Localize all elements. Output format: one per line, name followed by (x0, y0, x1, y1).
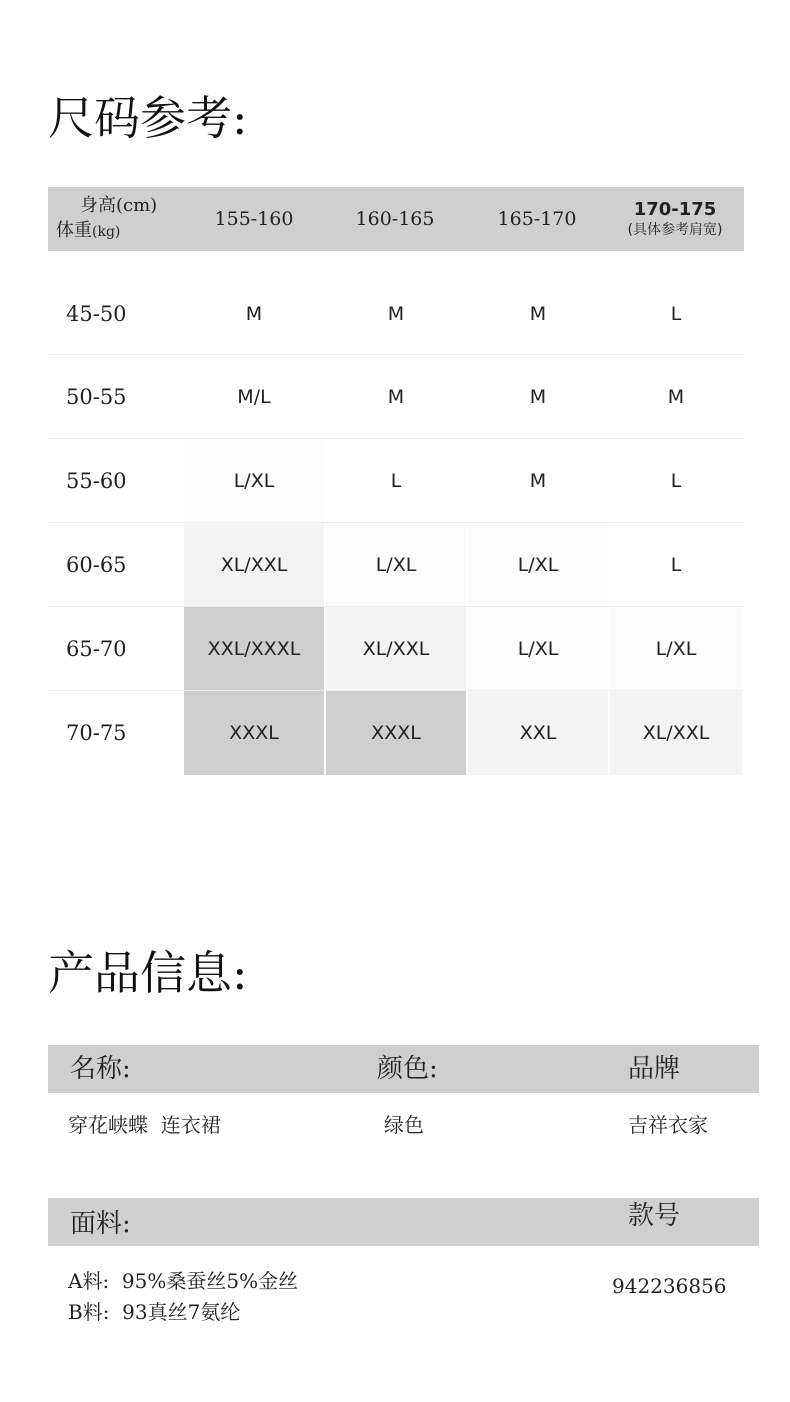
table-row (48, 439, 744, 523)
size-cell: L (610, 439, 742, 522)
size-cell: L/XL (326, 523, 466, 606)
size-cell: XL/XXL (326, 607, 466, 690)
table-row (48, 355, 744, 439)
size-cell: L/XL (468, 523, 608, 606)
weight-cell: 60-65 (66, 552, 127, 577)
header-height-col-1: 155-160 (214, 208, 294, 230)
table-row (48, 607, 744, 691)
size-chart-title: 尺码参考: (48, 91, 248, 145)
size-cell: L (610, 273, 742, 354)
size-cell: XXL (468, 691, 608, 775)
size-chart-body (48, 273, 744, 775)
size-cell: M (326, 273, 466, 354)
color-label: 颜色: (377, 1054, 438, 1084)
size-cell: M (468, 273, 608, 354)
brand-label: 品牌 (628, 1054, 681, 1084)
size-cell: XL/XXL (610, 691, 742, 775)
size-cell: XL/XXL (184, 523, 324, 606)
style-number-value: 942236856 (612, 1274, 727, 1298)
color-value: 绿色 (384, 1113, 424, 1137)
table-row (48, 273, 744, 355)
header-height-col-2: 160-165 (355, 208, 435, 230)
fabric-label: 面料: (70, 1209, 131, 1239)
header-height-col-4-range: 170-175 (633, 199, 717, 220)
weight-cell: 55-60 (66, 468, 127, 493)
size-cell: XXXL (184, 691, 324, 775)
size-cell: L (326, 439, 466, 522)
header-corner-cell (48, 193, 184, 245)
name-value: 穿花峡蝶 连衣裙 (68, 1113, 221, 1137)
size-cell: M (184, 273, 324, 354)
weight-cell: 65-70 (66, 636, 127, 661)
size-cell: M (468, 355, 608, 438)
product-info-title: 产品信息: (48, 946, 248, 1000)
style-number-label: 款号 (628, 1201, 681, 1231)
brand-value: 吉祥衣家 (628, 1113, 708, 1137)
size-cell: M (468, 439, 608, 522)
weight-cell: 45-50 (66, 301, 127, 326)
size-cell: L/XL (468, 607, 608, 690)
fabric-header-bar (48, 1198, 759, 1246)
size-chart-table (48, 187, 744, 775)
size-chart-header (48, 187, 744, 251)
size-cell: M/L (184, 355, 324, 438)
size-cell: L/XL (610, 607, 742, 690)
weight-cell: 70-75 (66, 721, 127, 745)
table-row (48, 691, 744, 775)
size-cell: XXL/XXXL (184, 607, 324, 690)
product-info-header-bar (48, 1045, 759, 1093)
weight-cell: 50-55 (66, 384, 127, 409)
size-cell: M (610, 355, 742, 438)
header-height-col-3: 165-170 (497, 208, 577, 230)
fabric-value-b: B料: 93真丝7氨纶 (68, 1300, 241, 1324)
header-height-col-4 (608, 199, 742, 239)
weight-axis-label: 体重(kg) (56, 220, 121, 241)
size-cell: L (610, 523, 742, 606)
table-row (48, 523, 744, 607)
size-cell: M (326, 355, 466, 438)
height-axis-label: 身高(cm) (80, 195, 158, 216)
header-height-col-4-note: (具体参考肩宽) (627, 222, 723, 238)
name-label: 名称: (70, 1054, 131, 1084)
fabric-value-a: A料: 95%桑蚕丝5%金丝 (68, 1269, 299, 1293)
size-cell: XXXL (326, 691, 466, 775)
size-cell: L/XL (184, 439, 324, 522)
